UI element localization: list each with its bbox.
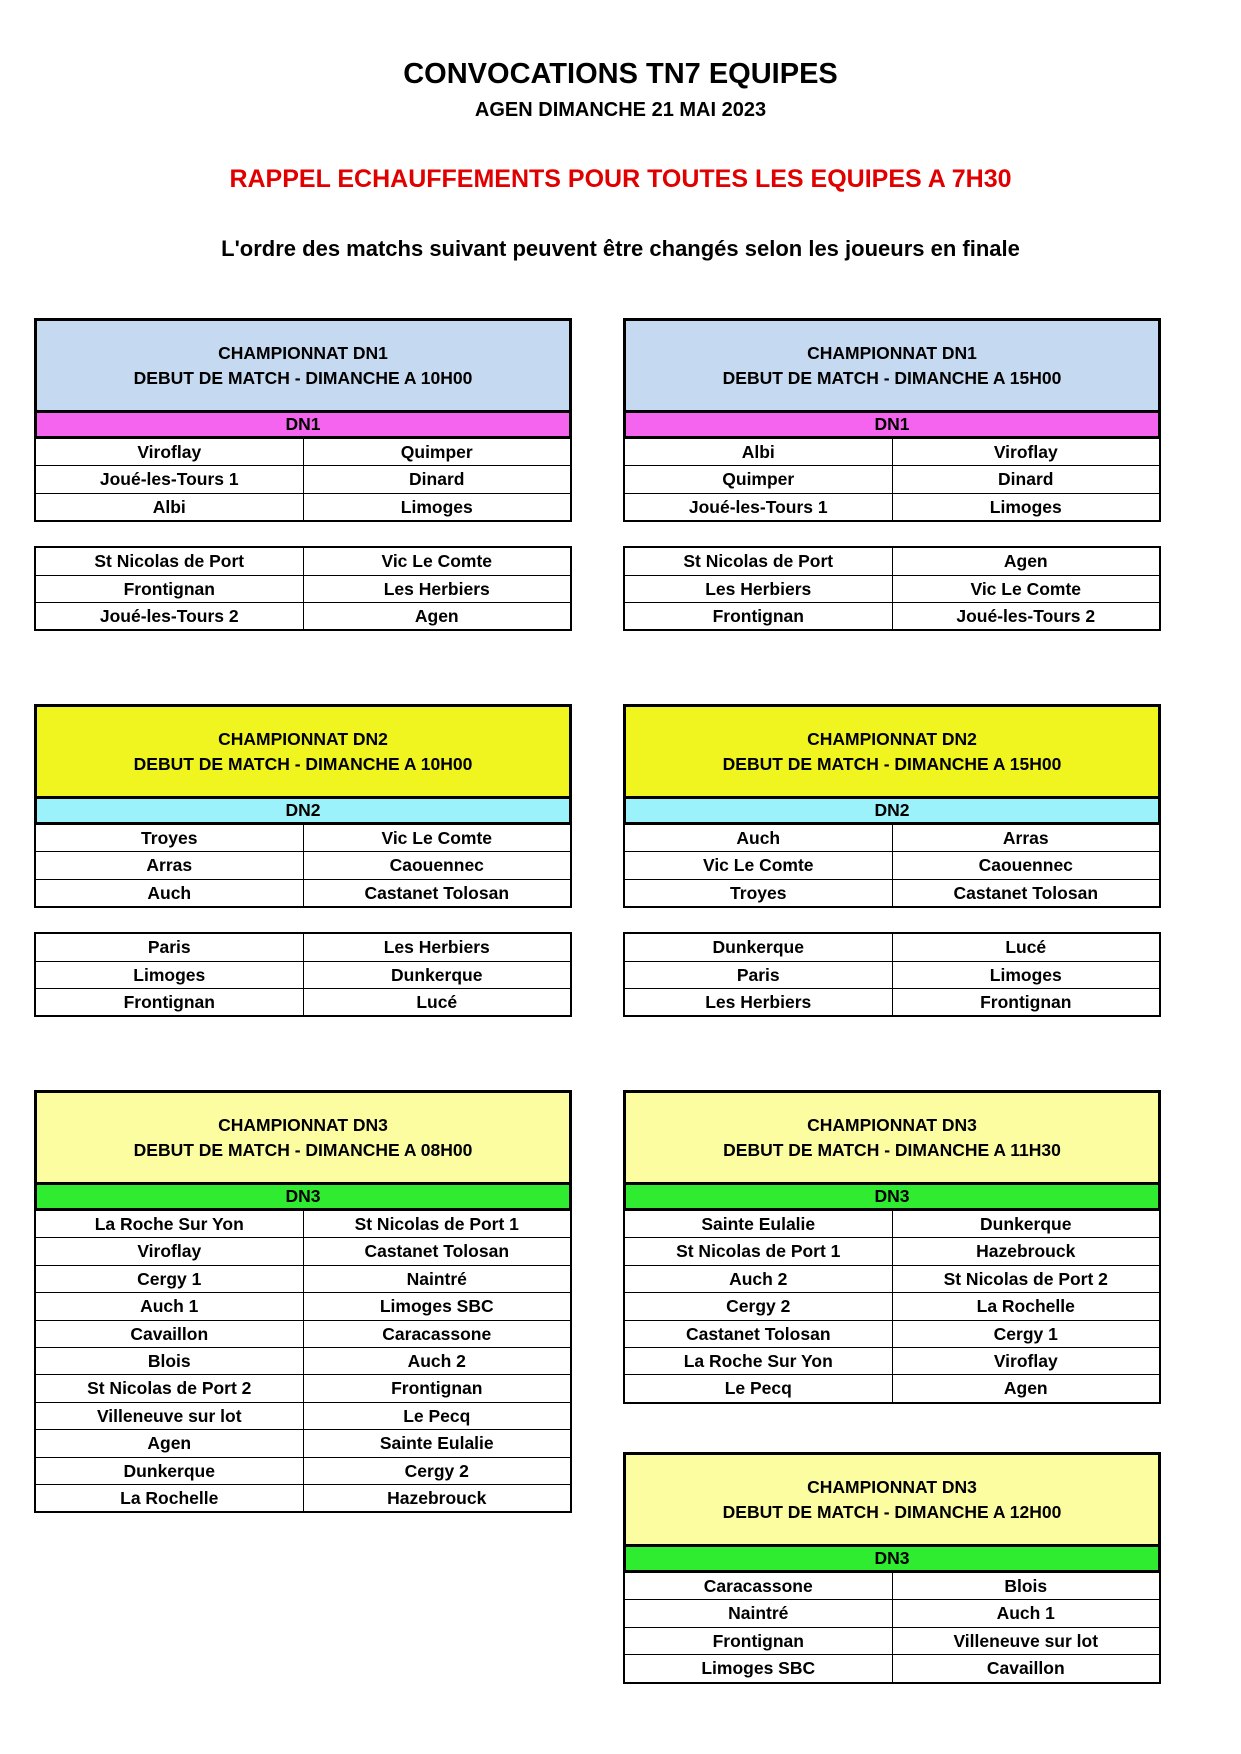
- team-home: Auch 2: [625, 1266, 893, 1292]
- match-row: [36, 1402, 570, 1429]
- championship-title: CHAMPIONNAT DN1: [807, 342, 977, 363]
- match-row: [625, 602, 1159, 629]
- championship-header: [623, 318, 1161, 413]
- team-away: Dinard: [409, 469, 465, 490]
- team-away: Sainte Eulalie: [379, 1433, 494, 1454]
- schedule-block: [623, 1452, 1161, 1684]
- team-away: Cavaillon: [986, 1658, 1065, 1679]
- match-row: [625, 988, 1159, 1015]
- team-home: Joué-les-Tours 2: [36, 603, 304, 629]
- match-row: [625, 493, 1159, 520]
- team-home: Limoges: [36, 962, 304, 988]
- match-row: [625, 548, 1159, 574]
- team-away: Quimper: [400, 442, 473, 462]
- match-row: [36, 934, 570, 960]
- match-table: [34, 546, 572, 631]
- match-row: [36, 548, 570, 574]
- team-away: Castanet Tolosan: [364, 882, 510, 903]
- team-away: Limoges: [989, 496, 1062, 517]
- match-row: [625, 879, 1159, 906]
- match-row: [625, 961, 1159, 988]
- championship-title: CHAMPIONNAT DN3: [218, 1114, 388, 1135]
- team-away: Frontignan: [391, 1378, 483, 1399]
- match-row: [625, 575, 1159, 602]
- match-row: [625, 1599, 1159, 1626]
- match-row: [36, 1457, 570, 1484]
- team-home: Cavaillon: [36, 1321, 304, 1347]
- team-away: Vic Le Comte: [381, 828, 493, 848]
- match-row: [36, 439, 570, 465]
- page-subtitle: AGEN DIMANCHE 21 MAI 2023: [474, 99, 767, 121]
- team-away: Castanet Tolosan: [953, 882, 1099, 903]
- match-row: [36, 1429, 570, 1456]
- team-home: La Roche Sur Yon: [625, 1348, 893, 1374]
- match-row: [625, 934, 1159, 960]
- team-away: Dunkerque: [980, 1214, 1072, 1234]
- team-home: Quimper: [625, 466, 893, 492]
- championship-header: [623, 704, 1161, 799]
- championship-title: CHAMPIONNAT DN3: [807, 1476, 977, 1497]
- team-home: St Nicolas de Port 2: [36, 1375, 304, 1401]
- match-row: [625, 439, 1159, 465]
- team-home: Paris: [36, 934, 304, 960]
- schedule-block: [623, 318, 1161, 631]
- match-row: [36, 465, 570, 492]
- match-row: [625, 1265, 1159, 1292]
- warmup-reminder: RAPPEL ECHAUFFEMENTS POUR TOUTES LES EQUIPES A 7H30: [229, 165, 1012, 193]
- team-home: Limoges SBC: [625, 1655, 893, 1681]
- match-row: [625, 1627, 1159, 1654]
- match-start-time: DEBUT DE MATCH - DIMANCHE A 10H00: [133, 753, 473, 774]
- match-row: [36, 602, 570, 629]
- match-table: [623, 1573, 1161, 1684]
- team-away: La Rochelle: [976, 1296, 1075, 1317]
- team-home: Albi: [36, 494, 304, 520]
- match-row: [625, 1573, 1159, 1599]
- match-start-time: DEBUT DE MATCH - DIMANCHE A 15H00: [722, 753, 1062, 774]
- team-away: Vic Le Comte: [381, 551, 493, 572]
- team-home: Viroflay: [36, 439, 304, 465]
- team-home: Frontignan: [625, 603, 893, 629]
- division-label: DN3: [623, 1185, 1161, 1211]
- team-home: La Roche Sur Yon: [36, 1211, 304, 1237]
- team-home: Agen: [36, 1430, 304, 1456]
- team-home: Castanet Tolosan: [625, 1321, 893, 1347]
- team-away: Lucé: [1005, 937, 1047, 958]
- match-table: [623, 1211, 1161, 1404]
- team-away: Arras: [1002, 828, 1049, 848]
- team-home: Blois: [36, 1348, 304, 1374]
- championship-header: [34, 1090, 572, 1185]
- division-label: DN3: [34, 1185, 572, 1211]
- match-start-time: DEBUT DE MATCH - DIMANCHE A 15H00: [722, 367, 1062, 388]
- team-home: Vic Le Comte: [625, 852, 893, 878]
- team-away: Limoges: [400, 496, 473, 517]
- team-away: Auch 1: [996, 1603, 1055, 1624]
- schedule-block: [34, 318, 572, 631]
- match-table: [623, 439, 1161, 522]
- team-away: Limoges SBC: [379, 1296, 494, 1317]
- team-home: Frontignan: [36, 576, 304, 602]
- team-away: Le Pecq: [403, 1405, 471, 1426]
- match-start-time: DEBUT DE MATCH - DIMANCHE A 12H00: [722, 1501, 1062, 1522]
- division-label: DN3: [623, 1547, 1161, 1573]
- team-away: Agen: [414, 605, 459, 626]
- match-row: [36, 1320, 570, 1347]
- team-away: Limoges: [989, 964, 1062, 985]
- division-label: DN1: [34, 413, 572, 439]
- match-row: [36, 851, 570, 878]
- team-home: Frontignan: [36, 989, 304, 1015]
- match-row: [625, 465, 1159, 492]
- match-table: [623, 825, 1161, 908]
- team-away: Dunkerque: [391, 964, 483, 985]
- division-label: DN1: [623, 413, 1161, 439]
- match-row: [36, 1484, 570, 1511]
- division-label: DN2: [34, 799, 572, 825]
- team-home: Paris: [625, 962, 893, 988]
- match-row: [625, 851, 1159, 878]
- team-home: Auch: [36, 880, 304, 906]
- team-away: Frontignan: [980, 991, 1072, 1012]
- match-row: [36, 879, 570, 906]
- match-row: [36, 1265, 570, 1292]
- team-away: Caouennec: [389, 855, 484, 876]
- team-home: Cergy 1: [36, 1266, 304, 1292]
- team-home: St Nicolas de Port: [36, 548, 304, 574]
- match-table: [623, 932, 1161, 1017]
- team-away: Villeneuve sur lot: [953, 1630, 1099, 1651]
- match-row: [36, 825, 570, 851]
- team-home: Albi: [625, 439, 893, 465]
- team-home: Arras: [36, 852, 304, 878]
- team-home: La Rochelle: [36, 1485, 304, 1511]
- team-home: Dunkerque: [625, 934, 893, 960]
- championship-header: [623, 1452, 1161, 1547]
- match-row: [625, 1654, 1159, 1681]
- team-home: Troyes: [36, 825, 304, 851]
- match-table: [34, 825, 572, 908]
- team-away: Agen: [1003, 1378, 1048, 1399]
- match-row: [625, 1211, 1159, 1237]
- team-away: Viroflay: [993, 1350, 1058, 1371]
- match-row: [625, 1320, 1159, 1347]
- match-row: [625, 1347, 1159, 1374]
- team-away: Agen: [1003, 551, 1048, 572]
- team-home: Naintré: [625, 1600, 893, 1626]
- championship-header: [34, 704, 572, 799]
- team-away: Caracassone: [382, 1323, 492, 1344]
- team-home: Troyes: [625, 880, 893, 906]
- team-away: Cergy 1: [993, 1323, 1058, 1344]
- match-row: [36, 961, 570, 988]
- team-home: Joué-les-Tours 1: [36, 466, 304, 492]
- schedule-block: [623, 1090, 1161, 1404]
- team-away: St Nicolas de Port 1: [354, 1214, 519, 1234]
- match-row: [625, 825, 1159, 851]
- match-row: [36, 1237, 570, 1264]
- team-home: St Nicolas de Port: [625, 548, 893, 574]
- team-away: Hazebrouck: [976, 1241, 1076, 1262]
- match-table: [34, 932, 572, 1017]
- team-home: Les Herbiers: [625, 989, 893, 1015]
- team-home: Cergy 2: [625, 1293, 893, 1319]
- team-home: Auch 1: [36, 1293, 304, 1319]
- team-away: Blois: [1004, 1576, 1048, 1596]
- match-row: [36, 1292, 570, 1319]
- team-away: Hazebrouck: [387, 1487, 487, 1508]
- division-label: DN2: [623, 799, 1161, 825]
- team-away: Les Herbiers: [383, 937, 490, 958]
- schedule-block: [623, 704, 1161, 1017]
- match-row: [36, 575, 570, 602]
- match-table: [34, 1211, 572, 1513]
- match-row: [625, 1374, 1159, 1401]
- match-table: [623, 546, 1161, 631]
- team-away: Caouennec: [978, 855, 1073, 876]
- championship-header: [623, 1090, 1161, 1185]
- team-home: Joué-les-Tours 1: [625, 494, 893, 520]
- match-row: [36, 493, 570, 520]
- championship-title: CHAMPIONNAT DN2: [218, 728, 388, 749]
- team-away: Cergy 2: [404, 1460, 469, 1481]
- match-row: [625, 1292, 1159, 1319]
- team-away: Joué-les-Tours 2: [956, 605, 1096, 626]
- team-away: Dinard: [998, 469, 1054, 490]
- team-away: Castanet Tolosan: [364, 1241, 510, 1262]
- team-away: St Nicolas de Port 2: [943, 1268, 1108, 1289]
- match-table: [34, 439, 572, 522]
- championship-title: CHAMPIONNAT DN3: [807, 1114, 977, 1135]
- team-away: Naintré: [406, 1268, 467, 1289]
- championship-title: CHAMPIONNAT DN1: [218, 342, 388, 363]
- schedule-block: [34, 704, 572, 1017]
- team-away: Lucé: [416, 991, 458, 1012]
- team-home: Viroflay: [36, 1238, 304, 1264]
- team-away: Vic Le Comte: [970, 578, 1082, 599]
- match-row: [36, 1347, 570, 1374]
- team-home: Le Pecq: [625, 1375, 893, 1401]
- team-home: St Nicolas de Port 1: [625, 1238, 893, 1264]
- championship-title: CHAMPIONNAT DN2: [807, 728, 977, 749]
- team-home: Auch: [625, 825, 893, 851]
- team-home: Sainte Eulalie: [625, 1211, 893, 1237]
- team-away: Auch 2: [407, 1350, 466, 1371]
- match-row: [625, 1237, 1159, 1264]
- schedule-block: [34, 1090, 572, 1513]
- team-home: Caracassone: [625, 1573, 893, 1599]
- match-start-time: DEBUT DE MATCH - DIMANCHE A 10H00: [133, 367, 473, 388]
- team-home: Dunkerque: [36, 1458, 304, 1484]
- team-home: Villeneuve sur lot: [36, 1403, 304, 1429]
- match-start-time: DEBUT DE MATCH - DIMANCHE A 08H00: [133, 1139, 473, 1160]
- match-start-time: DEBUT DE MATCH - DIMANCHE A 11H30: [723, 1139, 1061, 1160]
- team-away: Viroflay: [993, 442, 1058, 462]
- match-row: [36, 1211, 570, 1237]
- match-row: [36, 1374, 570, 1401]
- team-away: Les Herbiers: [383, 578, 490, 599]
- order-note: L'ordre des matchs suivant peuvent être changés selon les joueurs en finale: [221, 236, 1020, 261]
- team-home: Les Herbiers: [625, 576, 893, 602]
- match-row: [36, 988, 570, 1015]
- championship-header: [34, 318, 572, 413]
- team-home: Frontignan: [625, 1628, 893, 1654]
- page-title: CONVOCATIONS TN7 EQUIPES: [403, 58, 838, 90]
